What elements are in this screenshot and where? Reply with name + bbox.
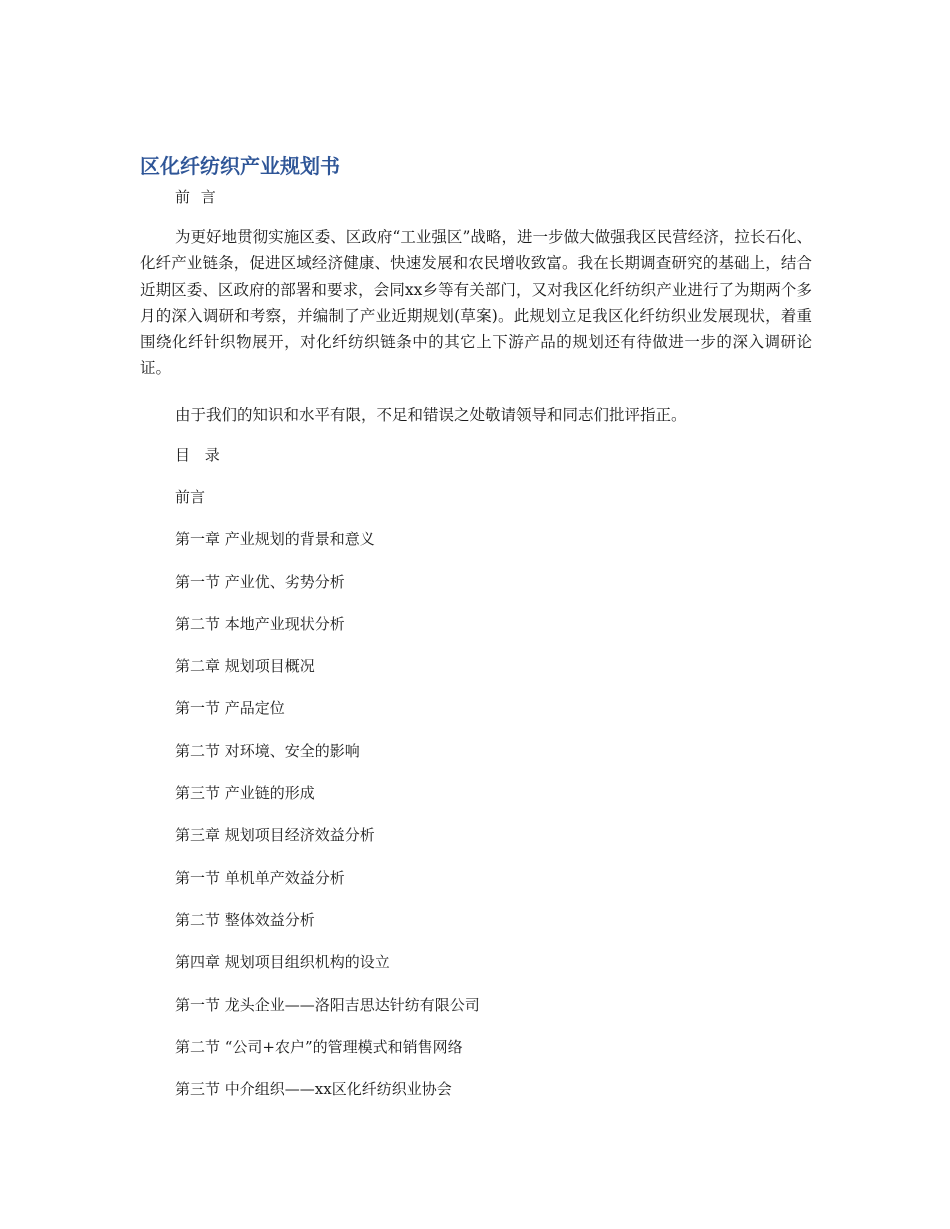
toc-item-chapter-2: 第二章 规划项目概况 xyxy=(175,657,315,676)
toc-item-chapter-1: 第一章 产业规划的背景和意义 xyxy=(175,530,375,549)
document-title: 区化纤纺织产业规划书 xyxy=(140,154,340,178)
toc-item-chapter-4-section-2: 第二节 “公司+农户”的管理模式和销售网络 xyxy=(175,1037,463,1056)
toc-item-preface: 前言 xyxy=(175,488,206,506)
toc-item-chapter-4-section-1: 第一节 龙头企业——洛阳吉思达针纺有限公司 xyxy=(175,995,480,1014)
preface-paragraph-2: 由于我们的知识和水平有限，不足和错误之处敬请领导和同志们批评指正。 xyxy=(175,406,687,424)
toc-item-chapter-3: 第三章 规划项目经济效益分析 xyxy=(175,826,375,845)
toc-item-chapter-2-section-3: 第三节 产业链的形成 xyxy=(175,784,315,803)
toc-item-chapter-3-section-2: 第二节 整体效益分析 xyxy=(175,910,315,929)
toc-item-chapter-1-section-1: 第一节 产业优、劣势分析 xyxy=(175,572,345,591)
table-of-contents xyxy=(175,486,480,1120)
toc-item-chapter-2-section-2: 第二节 对环境、安全的影响 xyxy=(175,741,360,760)
toc-item-chapter-2-section-1: 第一节 产品定位 xyxy=(175,699,285,718)
toc-heading: 目 录 xyxy=(175,446,225,464)
toc-item-chapter-4: 第四章 规划项目组织机构的设立 xyxy=(175,953,390,972)
toc-item-chapter-3-section-1: 第一节 单机单产效益分析 xyxy=(175,868,345,887)
preface-paragraph-1: 为更好地贯彻实施区委、区政府“工业强区”战略，进一步做大做强我区民营经济，拉长石化、化纤产业链条，促进区域经济健康、快速发展和农民增收致富。我在长期调查研究的基础上，结合近期区委、区政府的部署和要求，会同xx乡等有关部门，又对我区化纤纺织产业进行了为期两个多月的深入调研和考察，并编制了产业近期规划(草案)。此规划立足我区化纤纺织业发展现状，着重围绕化纤针织物展开，对化纤纺织链条中的其它上下游产品的规划还有待做进一步的深入调研论证。 xyxy=(140,228,812,378)
toc-item-chapter-1-section-2: 第二节 本地产业现状分析 xyxy=(175,614,345,633)
preface-heading: 前 言 xyxy=(175,188,219,206)
toc-item-chapter-4-section-3: 第三节 中介组织——xx区化纤纺织业协会 xyxy=(175,1080,452,1099)
